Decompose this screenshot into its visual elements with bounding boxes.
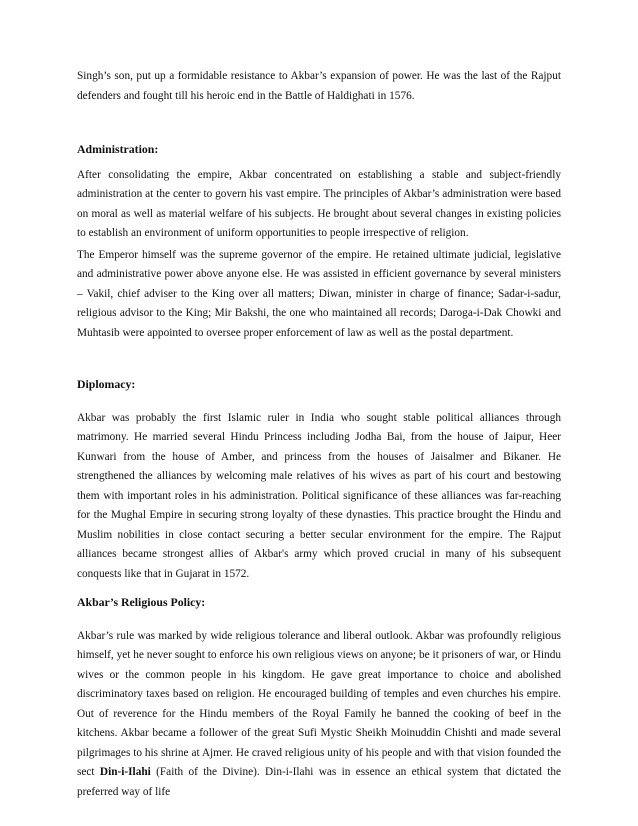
intro-paragraph: Singh’s son, put up a formidable resistance to Akbar’s expansion of power. He was the last of the Rajput defenders and fought till his heroic end in the Battle of Haldighati in 1576. <box>77 70 561 102</box>
diplomacy-paragraph: Akbar was probably the first Islamic ruler in India who sought stable political alliances through matrimony. He married several Hindu Princess including Jodha Bai, from the house of Jaipur, Heer Kunwari from the house of Amber, and princess from the houses of Jaisalmer and Bikaner. He strengthened the alliances by welcoming male relatives of his wives as part of his court and bestowing them with important roles in his administration. Political significance of these alliances was far-reaching for the Mughal Empire in securing strong loyalty of these dynasties. This practice brought the Hindu and Muslim nobilities in close contact securing a better secular environment for the empire. The Rajput alliances became strongest allies of Akbar's army which proved crucial in many of his subsequent conquests like that in Gujarat in 1572. <box>77 411 561 580</box>
administration-paragraph-2: The Emperor himself was the supreme governor of the empire. He retained ultimate judicial, legislative and administrative power above anyone else. He was assisted in efficient governance by several ministers – Vakil, chief adviser to the King over all matters; Diwan, minister in charge of finance; Sadar-i-sadur, religious advisor to the King; Mir Bakshi, the one who maintained all records; Daroga-i-Dak Chowki and Muhtasib were appointed to oversee proper enforcement of law as well as the postal department. <box>77 248 561 339</box>
religious-policy-text-end: (Faith of the Divine). Din-i-Ilahi was in essence an ethical system that dictated the preferred way of life <box>77 766 561 798</box>
administration-paragraph-1: After consolidating the empire, Akbar concentrated on establishing a stable and subject-friendly administration at the center to govern his vast empire. The principles of Akbar’s administration were based on moral as well as material welfare of his subjects. He brought about several changes in existing policies to establish an environment of uniform opportunities to people irrespective of religion. <box>77 168 561 239</box>
administration-heading: Administration: <box>77 142 159 156</box>
document-page <box>77 67 561 802</box>
diplomacy-heading: Diplomacy: <box>77 377 136 391</box>
din-i-ilahi-term: Din-i-Ilahi <box>99 766 151 778</box>
religious-policy-paragraph <box>77 627 561 803</box>
religious-policy-text-start: Akbar’s rule was marked by wide religious tolerance and liberal outlook. Akbar was profoundly religious himself, yet he never sought to enforce his own religious views on anyone; be it prisoners of war, or Hindu wives or the common people in his kingdom. He gave great importance to choice and abolished discriminatory taxes based on religion. He encouraged building of temples and even churches his empire. Out of reverence for the Hindu members of the Royal Family he banned the cooking of beef in the kitchens. Akbar became a follower of the great Sufi Mystic Sheikh Moinuddin Chishti and made several pilgrimages to his shrine at Ajmer. He craved religious unity of his people and with that vision founded the sect <box>77 629 561 778</box>
religious-policy-heading: Akbar’s Religious Policy: <box>77 595 206 609</box>
